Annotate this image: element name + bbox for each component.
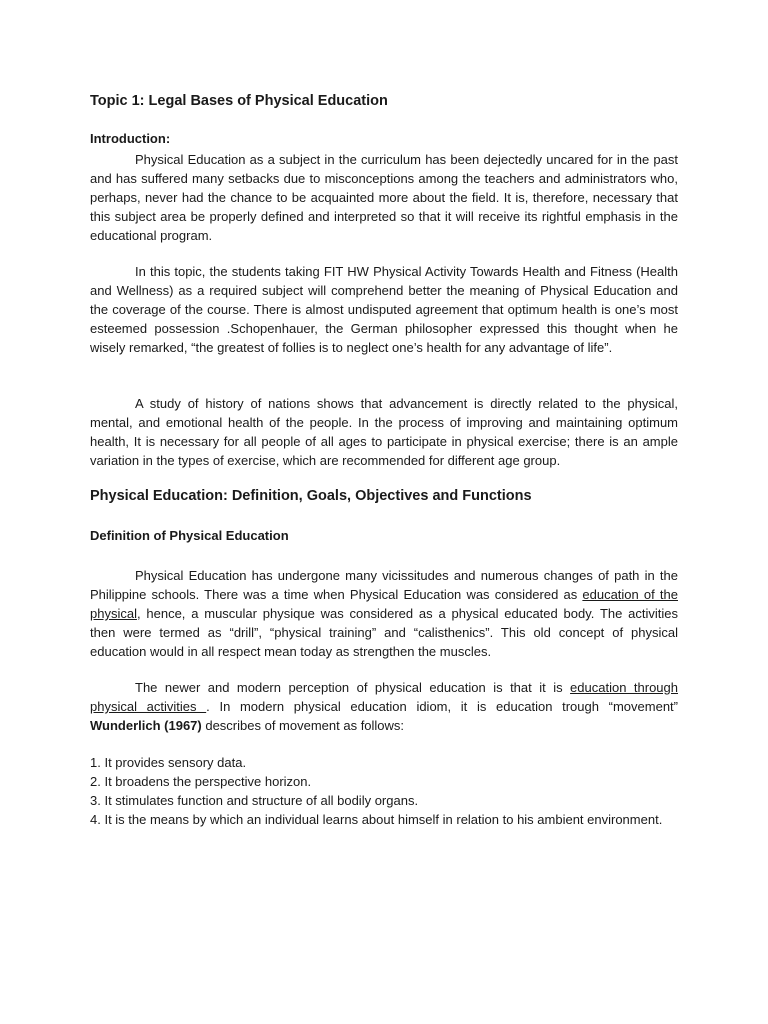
list-item: 1. It provides sensory data. <box>90 755 247 770</box>
introduction-heading: Introduction: <box>90 131 171 146</box>
intro-paragraph-2: In this topic, the students taking FIT HW Physical Activity Towards Health and Fitness (Health and Wellness) as a required subject will comprehend better the meaning of Physical Education and the coverage of the course. There is almost undisputed agreement that optimum health is one’s most esteemed possession .Schopenhauer, the German philosopher expressed this thought when he wisely remarked, “the greatest of follies is to neglect one’s health for any advantage of life”. <box>90 264 678 355</box>
def-p1-text-2: , hence, a muscular physique was considered as a physical educated body. The activities then were termed as “drill”, “physical training” and “calisthenics”. This old concept of physical education would in all respect mean today as strengthen the muscles. <box>90 606 678 659</box>
section-heading: Physical Education: Definition, Goals, Objectives and Functions <box>90 488 532 504</box>
list-item: 4. It is the means by which an individual learns about himself in relation to his ambient environment. <box>90 812 663 827</box>
def-p1-text-1: Physical Education has undergone many vicissitudes and numerous changes of path in the Philippine schools. There was a time when Physical Education was considered as <box>90 568 678 602</box>
def-p2-text-2: . In modern physical education idiom, it is education trough “movement” <box>206 699 678 714</box>
intro-paragraph-3: A study of history of nations shows that advancement is directly related to the physical, mental, and emotional health of the people. In the process of improving and maintaining optimum health, It is necessary for all people of all ages to participate in physical exercise; there is an ample variation in the types of exercise, which are recommended for different age group. <box>90 396 678 468</box>
list-item: 2. It broadens the perspective horizon. <box>90 774 312 789</box>
movement-list <box>90 753 678 829</box>
definition-paragraph-1 <box>90 566 678 661</box>
def-p2-underlined-term: education through physical activities <box>90 680 678 714</box>
def-p2-citation: Wunderlich (1967) <box>90 718 202 733</box>
def-p1-underlined-term: education of the physical <box>90 587 678 621</box>
list-item: 3. It stimulates function and structure of all bodily organs. <box>90 793 419 808</box>
topic-title: Topic 1: Legal Bases of Physical Education <box>90 93 388 109</box>
definition-paragraph-2 <box>90 678 678 735</box>
def-p2-text-3: describes of movement as follows: <box>201 718 405 733</box>
def-p2-text-1: The newer and modern perception of physical education is that it is <box>135 680 571 695</box>
definition-heading: Definition of Physical Education <box>90 528 289 543</box>
intro-paragraph-1: Physical Education as a subject in the curriculum has been dejectedly uncared for in the past and has suffered many setbacks due to misconceptions among the teachers and administrators who, perhaps, never had the chance to be acquainted more about the field. It is, therefore, necessary that this subject area be properly defined and interpreted so that it will receive its rightful emphasis in the educational program. <box>90 152 678 243</box>
